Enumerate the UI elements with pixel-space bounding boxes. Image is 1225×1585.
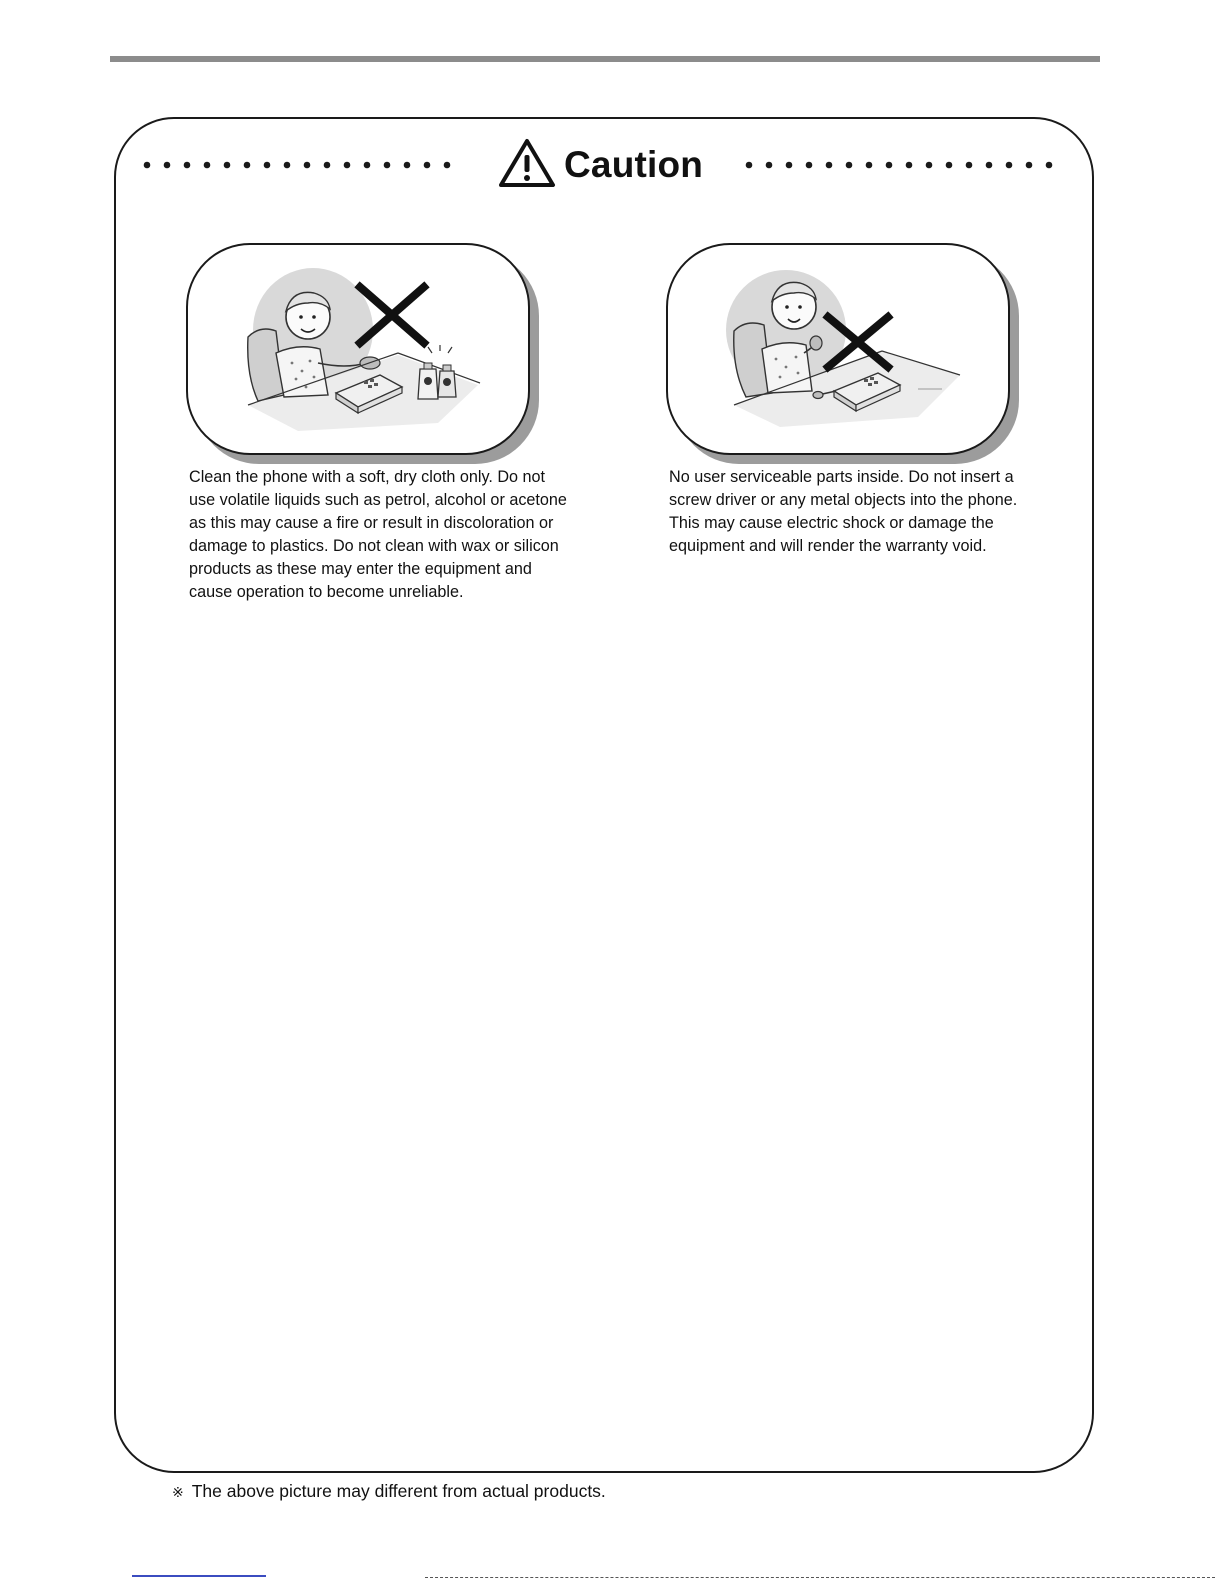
footnote (172, 1481, 606, 1502)
dotted-divider-left (140, 158, 470, 172)
caution-header (498, 139, 703, 191)
cross-mark-icon (188, 245, 530, 455)
footnote-text: The above picture may different from actual products. (191, 1481, 606, 1501)
top-rule (110, 56, 1100, 62)
caption-screwdriver: No user serviceable parts inside. Do not insert a screw driver or any metal objects into the phone. This may cause electric shock or damage the equipment and will render the warranty void. (669, 468, 1018, 555)
dotted-divider-right (742, 158, 1072, 172)
bottom-link-underline (132, 1575, 266, 1577)
caption-cleaning: Clean the phone with a soft, dry cloth only. Do not use volatile liquids such as petrol, alcohol or acetone as this may cause a fire or result in discoloration or damage to plastics. Do not clean with wax or silicon products as these may enter the equipment and cause operation to become unreliable. (189, 468, 567, 601)
illustration-panel-cleaning (186, 243, 530, 455)
warning-triangle-icon (498, 138, 556, 193)
bottom-rule (425, 1577, 1215, 1578)
reference-mark-icon: ※ (172, 1484, 184, 1500)
page-title: Caution (564, 144, 704, 185)
illustration-panel-screwdriver (666, 243, 1010, 455)
cross-mark-icon (668, 245, 1010, 455)
